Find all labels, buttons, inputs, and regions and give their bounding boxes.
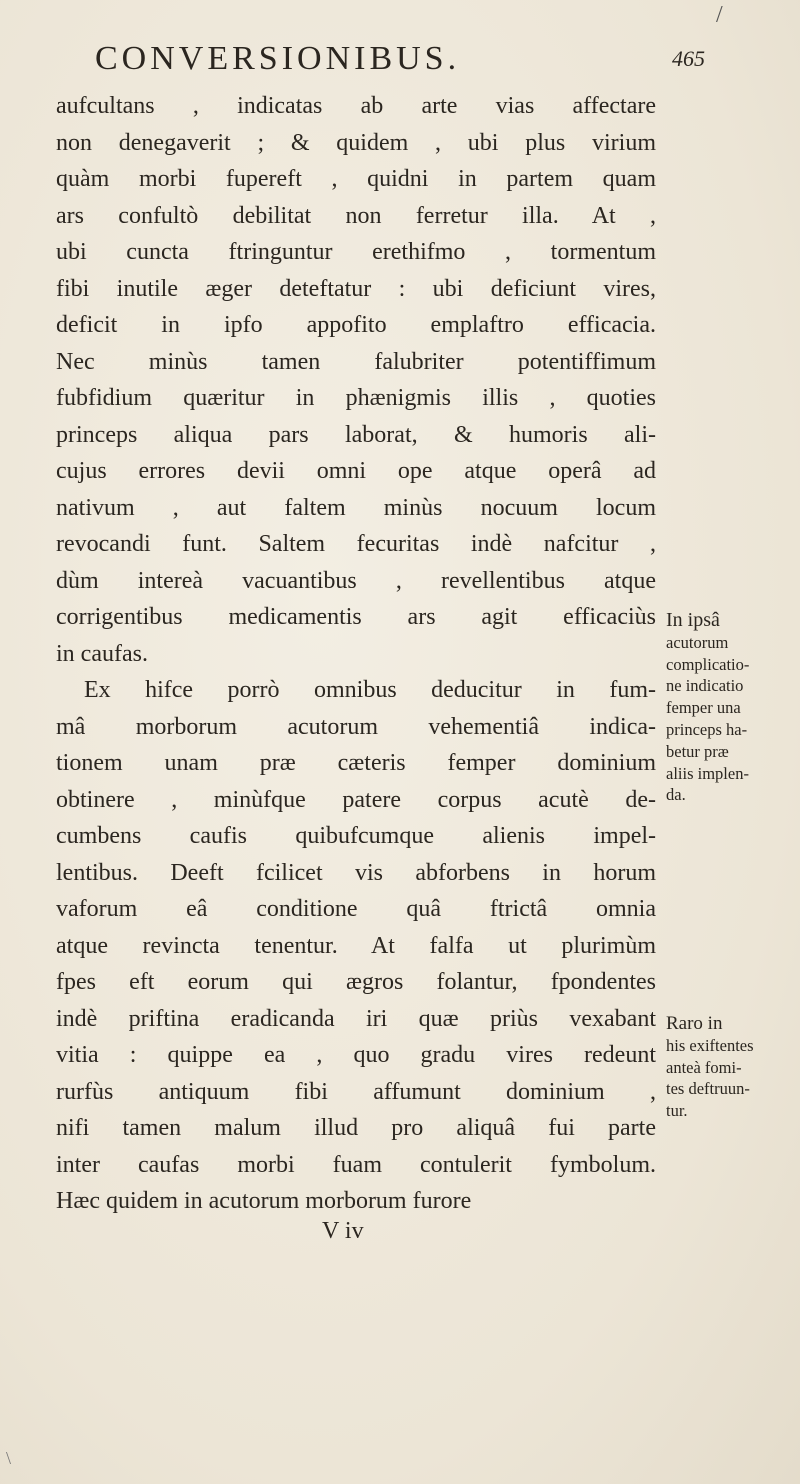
margin-note-line: Raro in [666, 1013, 723, 1034]
text-line: aufcultans , indicatas ab arte vias affectare [56, 93, 656, 119]
text-line: fubfidium quæritur in phænigmis illis , quoties [56, 385, 656, 411]
page-number: 465 [672, 46, 705, 71]
text-line: Hæc quidem in acutorum morborum furore [56, 1188, 472, 1214]
text-line: ubi cuncta ftringuntur erethifmo , tormentum [56, 239, 656, 265]
margin-note-line: anteà fomi- [666, 1057, 742, 1077]
margin-note-line: ne indicatio [666, 676, 744, 696]
text-line: rurfùs antiquum fibi affumunt dominium , [56, 1078, 656, 1105]
edge-mark: \ [6, 1448, 12, 1468]
text-line: ars confultò debilitat non ferretur illa. At , [56, 202, 656, 229]
text-line: quàm morbi fupereft , quidni in partem quam [56, 166, 656, 192]
text-line: cumbens caufis quibufcumque alienis impel- [56, 823, 656, 849]
text-line: fibi inutile æger deteftatur : ubi deficiunt vires, [56, 275, 656, 302]
margin-note-line: femper una [666, 698, 741, 718]
margin-note-line: In ipsâ [666, 609, 720, 631]
margin-note-line: aliis implen- [666, 763, 749, 783]
margin-note-line: tes deftruun- [666, 1079, 750, 1099]
corner-mark: / [716, 2, 723, 28]
text-line: vitia : quippe ea , quo gradu vires redeunt [56, 1042, 656, 1068]
text-line: princeps aliqua pars laborat, & humoris ali- [56, 421, 656, 448]
text-line: Ex hifce porrò omnibus deducitur in fum- [84, 677, 656, 703]
text-line: in caufas. [56, 640, 148, 667]
text-line: atque revincta tenentur. At falfa ut plurimùm [56, 932, 656, 959]
text-line: deficit in ipfo appofito emplaftro efficacia. [56, 312, 656, 338]
text-line: dùm intereà vacuantibus , revellentibus atque [56, 567, 656, 594]
text-line: non denegaverit ; & quidem , ubi plus virium [56, 129, 656, 156]
text-line: corrigentibus medicamentis ars agit efficaciùs [56, 604, 656, 630]
text-line: fpes eft eorum qui ægros folantur, fpondentes [56, 969, 656, 995]
text-line: tionem unam præ cæteris femper dominium [56, 750, 656, 776]
text-line: obtinere , minùfque patere corpus acutè de- [56, 786, 656, 813]
margin-note-line: da. [666, 785, 686, 805]
catchword: V iv [322, 1218, 364, 1244]
margin-note-line: betur præ [666, 741, 729, 761]
text-line: cujus errores devii omni ope atque operâ ad [56, 458, 656, 484]
text-line: nativum , aut faltem minùs nocuum locum [56, 494, 656, 521]
running-head: CONVERSIONIBUS. [95, 40, 461, 77]
text-line: vaforum eâ conditione quâ ftrictâ omnia [56, 896, 656, 922]
margin-note-line: complicatio- [666, 654, 750, 674]
text-line: inter caufas morbi fuam contulerit fymbolum. [56, 1151, 656, 1178]
margin-note-acute [666, 610, 800, 806]
margin-note-line: princeps ha- [666, 719, 748, 739]
text-line: Nec minùs tamen falubriter potentiffimum [56, 348, 656, 375]
body-text [56, 88, 656, 1220]
margin-note-line: his exiftentes [666, 1035, 754, 1055]
text-line: indè priftina eradicanda iri quæ priùs vexabant [56, 1005, 656, 1032]
text-line: lentibus. Deeft fcilicet vis abforbens in horum [56, 859, 656, 886]
text-line: revocandi funt. Saltem fecuritas indè nafcitur , [56, 531, 656, 557]
margin-note-line: tur. [666, 1101, 688, 1121]
text-line: mâ morborum acutorum vehementiâ indica- [56, 713, 656, 740]
margin-note-line: acutorum [666, 632, 729, 652]
page-header [95, 40, 705, 90]
text-line: nifi tamen malum illud pro aliquâ fui parte [56, 1115, 656, 1141]
margin-note-raro [666, 1013, 800, 1122]
